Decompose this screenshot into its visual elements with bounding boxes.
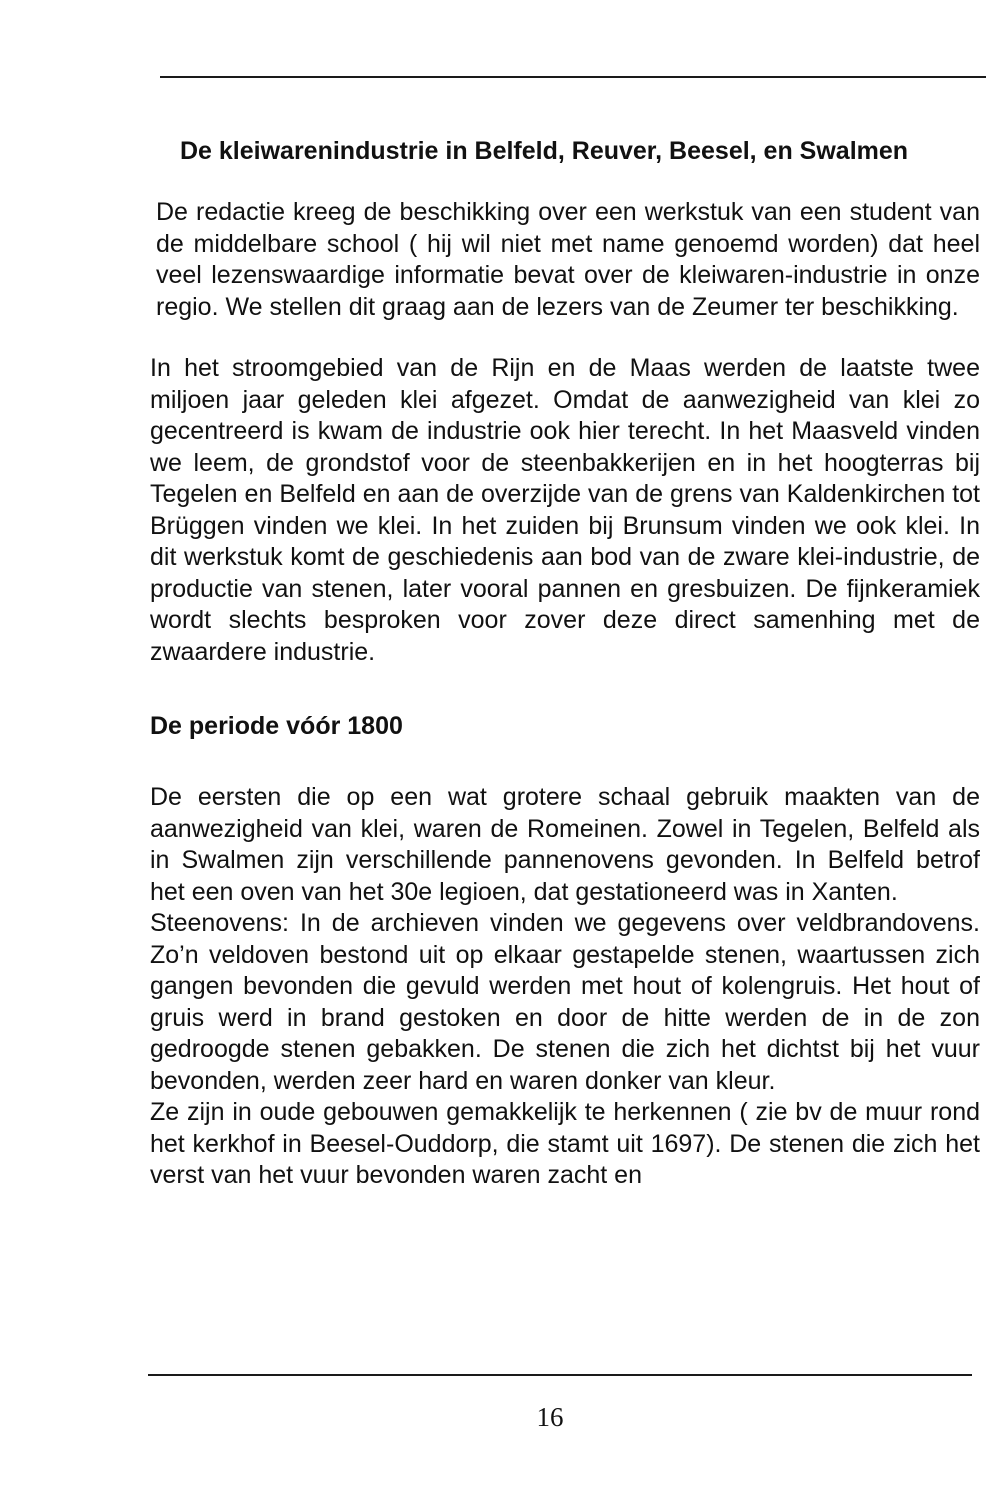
intro-paragraph: De redactie kreeg de beschikking over een werkstuk van een student van de middelbare school ( hij wil niet met name genoemd worden) dat heel veel lezenswaardige informatie bevat over de kleiwaren-industrie in onze regio. We stellen dit graag aan de lezers van de Zeumer ter beschikking. xyxy=(156,198,980,321)
body-paragraph-brick-kilns: Steenovens: In de archieven vinden we gegevens over veldbrandovens. Zo’n veldoven bestond uit op elkaar gestapelde stenen, waartussen zich gangen bevonden die gevuld werden met hout of kolengruis. Het hout of gruis werd in brand gestoken en door de hitte werden de in de zon gedroogde stenen gebakken. De stenen die zich het dichtst bij het vuur bevonden, werden zeer hard en waren donker van kleur. xyxy=(150,909,980,1095)
bottom-divider xyxy=(148,1374,972,1376)
top-divider xyxy=(160,76,986,78)
body-paragraph-romans: De eersten die op een wat grotere schaal gebruik maakten van de aanwezigheid van klei, waren de Romeinen. Zowel in Tegelen, Belfeld als in Swalmen zijn verschillende pannenovens gevonden. In Belfeld betrof het een oven van het 30e legioen, dat gestationeerd was in Xanten. xyxy=(150,783,980,906)
page-number: 16 xyxy=(536,1402,564,1432)
body-paragraph-clay-deposits: In het stroomgebied van de Rijn en de Maas werden de laatste twee miljoen jaar geleden klei afgezet. Omdat de aanwezigheid van klei zo gecentreerd is kwam de industrie ook hier terecht. In het Maasveld vinden we leem, de grondstof voor de steenbakkerijen en in het hoogterras bij Tegelen en Belfeld en aan de overzijde van de grens van Kaldenkirchen tot Brüggen vinden we klei. In het zuiden bij Brunsum vinden we ook klei. In dit werkstuk komt de geschiedenis aan bod van de zware klei-industrie, de productie van stenen, later vooral pannen en gresbuizen. De fijnkeramiek wordt slechts besproken voor zover deze direct samenhing met de zwaardere industrie. xyxy=(150,354,980,666)
body-paragraph-old-buildings: Ze zijn in oude gebouwen gemakkelijk te herkennen ( zie bv de muur rond het kerkhof in Beesel-Ouddorp, die stamt uit 1697). De stenen die zich het verst van het vuur bevonden waren zacht en xyxy=(150,1098,980,1189)
page-title: De kleiwarenindustrie in Belfeld, Reuver, Beesel, en Swalmen xyxy=(180,137,909,165)
section-heading: De periode vóór 1800 xyxy=(150,712,403,740)
page-content xyxy=(150,135,980,1192)
